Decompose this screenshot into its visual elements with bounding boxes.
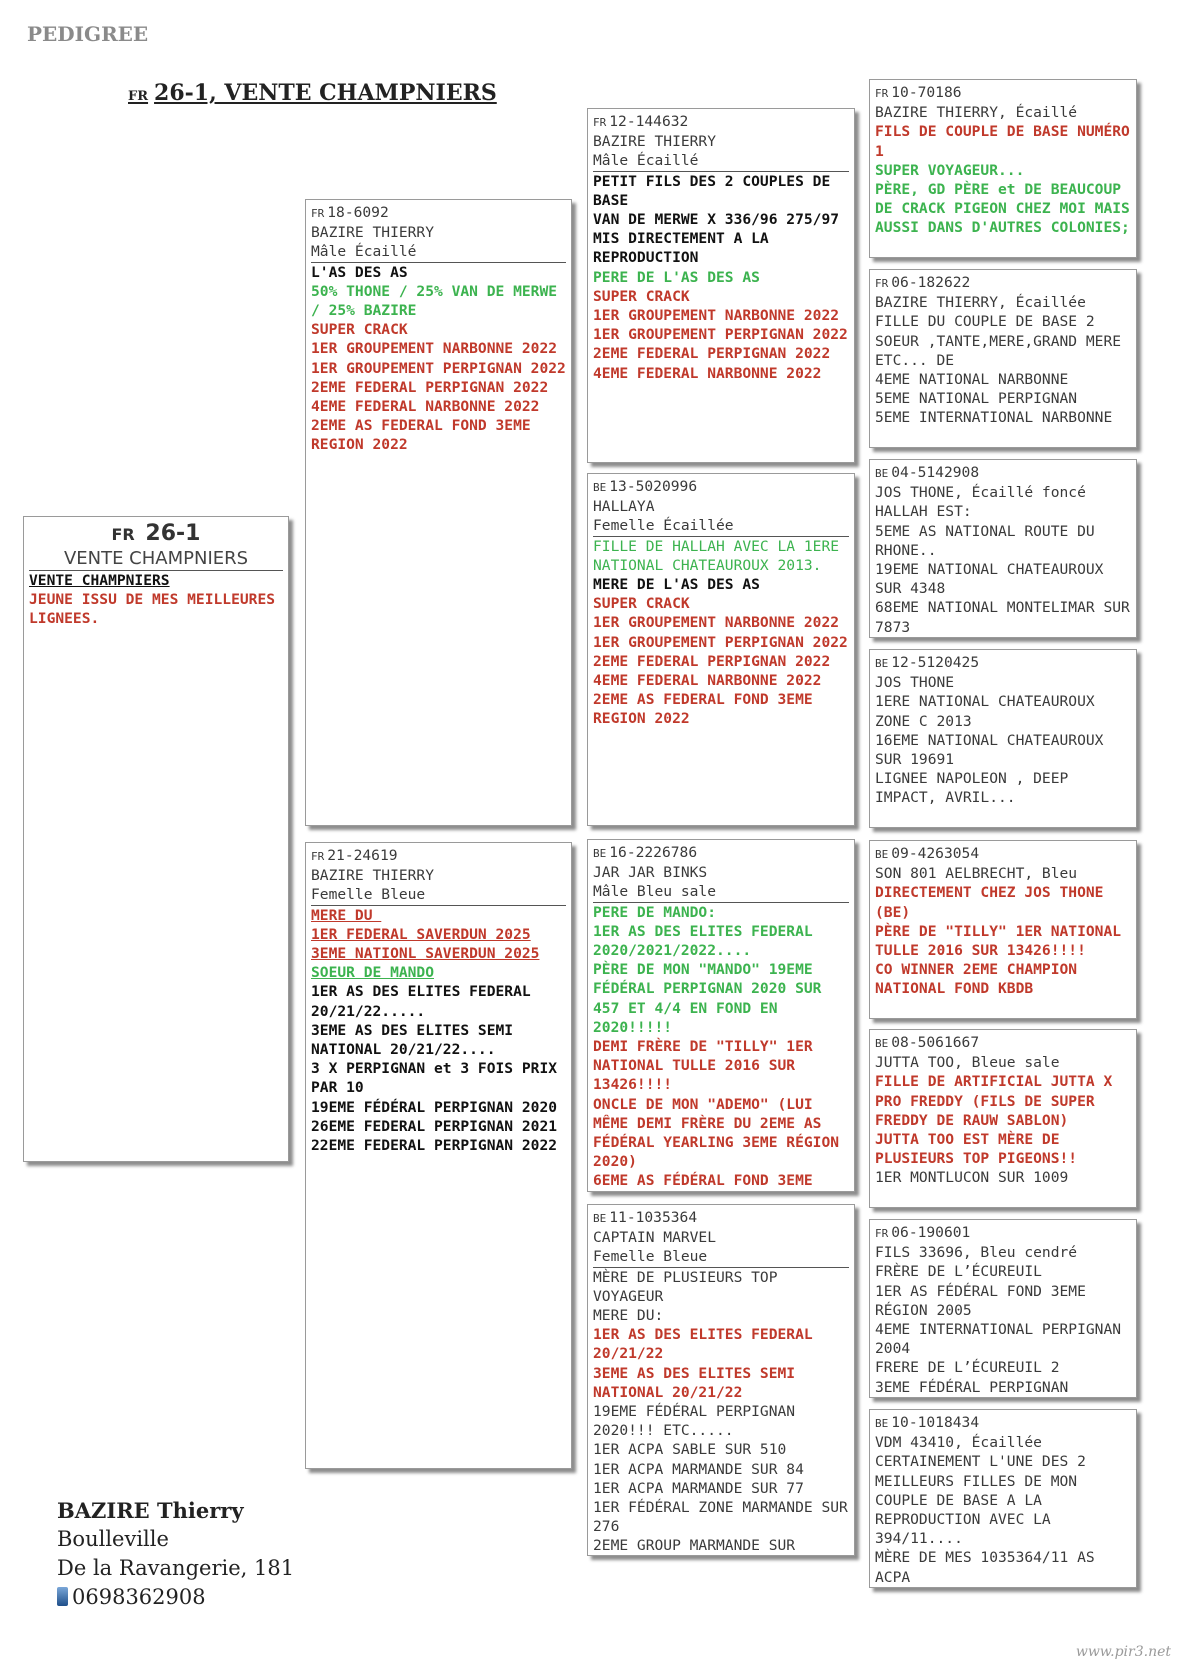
card-ggp-2	[869, 269, 1137, 448]
note-line: MERE DE L'AS DES AS	[593, 576, 760, 594]
note-line: FILLE DU COUPLE DE BASE 2 SOEUR ,TANTE,MERE,GRAND MERE ETC... DE	[875, 313, 1130, 369]
note-line: 1ER FEDERAL SAVERDUN 2025	[311, 925, 531, 943]
card-ggp-5	[869, 840, 1137, 1019]
breeder-street: De la Ravangerie, 181	[57, 1556, 295, 1580]
note-line: JEUNE ISSU DE MES MEILLEURES LIGNEES.	[29, 591, 284, 628]
owner-name: VDM 43410, Écaillée	[875, 1434, 1042, 1452]
root-name: VENTE CHAMPNIERS	[29, 548, 283, 571]
note-line: 1ER FÉDÉRAL ZONE MARMANDE SUR 276	[593, 1499, 857, 1536]
note-line: PETIT FILS DES 2 COUPLES DE BASE	[593, 172, 840, 209]
note-line: PÈRE DE MON "MANDO" 19EME FÉDÉRAL PERPIGNAN 2020 SUR 457 ET 4/4 EN FOND EN 2020!!!!!	[593, 961, 831, 1036]
note-line: MÈRE DE PLUSIEURS TOP VOYAGEUR	[593, 1268, 787, 1305]
note-line: SUPER CRACK	[593, 287, 690, 305]
country-code: BE	[875, 1037, 889, 1050]
note-line: 1ER ACPA SABLE SUR 510	[593, 1441, 787, 1459]
note-line: FRÈRE DE L’ÉCUREUIL	[875, 1263, 1042, 1281]
note-line: CERTAINEMENT L'UNE DES 2 MEILLEURS FILLES DE MON COUPLE DE BASE A LA REPRODUCTION AVEC LA 394/11....	[875, 1453, 1095, 1548]
watermark: www.pir3.net	[1075, 1644, 1171, 1660]
note-line: PÈRE DE "TILLY" 1ER NATIONAL TULLE 2016 SUR 13426!!!!	[875, 922, 1130, 960]
country-code: BE	[875, 848, 889, 861]
note-line: VENTE CHAMPNIERS	[29, 572, 170, 589]
note-line: PERE DE MANDO:	[593, 903, 717, 921]
note-line: SUPER VOYAGEUR...	[875, 161, 1025, 179]
owner-name: CAPTAIN MARVEL	[593, 1229, 717, 1247]
ring-value: 12-144632	[609, 113, 689, 130]
country-code: FR	[875, 87, 889, 100]
card-ggp-8	[869, 1409, 1137, 1588]
note-line: 26EME FEDERAL PERPIGNAN 2021	[311, 1117, 558, 1135]
note-line: 22EME FEDERAL PERPIGNAN 2022	[311, 1137, 558, 1155]
note-line: 5EME INTERNATIONAL NARBONNE	[875, 409, 1113, 427]
sex-color: Mâle Écaillé	[593, 151, 849, 171]
note-line: 68EME NATIONAL MONTELIMAR SUR 7873	[875, 599, 1139, 636]
note-line: 4EME NATIONAL NARBONNE	[875, 371, 1069, 389]
owner-name: FILS 33696, Bleu cendré	[875, 1244, 1078, 1262]
note-line: MIS DIRECTEMENT A LA REPRODUCTION	[593, 230, 778, 267]
note-line: FILS DE COUPLE DE BASE NUMÉRO 1	[875, 123, 1139, 160]
note-line: FRERE DE L’ÉCUREUIL 2	[875, 1359, 1060, 1377]
ring-number	[311, 846, 566, 866]
note-line: SUPER CRACK	[593, 595, 690, 613]
note-line: 1ER GROUPEMENT PERPIGNAN 2022	[593, 633, 848, 651]
note-line: 2EME GROUP MARMANDE SUR	[593, 1537, 796, 1555]
note-line: 2EME FEDERAL PERPIGNAN 2022	[593, 345, 831, 363]
breeder-name: BAZIRE Thierry	[57, 1498, 244, 1523]
ring-value: 18-6092	[327, 204, 389, 221]
ring-number	[875, 83, 1131, 103]
card-ggp-7	[869, 1219, 1137, 1398]
note-line: FILLE DE HALLAH AVEC LA 1ERE NATIONAL CHATEAUROUX 2013.	[593, 537, 848, 574]
note-line: FILLE DE ARTIFICIAL JUTTA X PRO FREDDY (FILS DE SUPER FREDDY DE RAUW SABLON)	[875, 1073, 1122, 1129]
root-country: FR	[111, 525, 135, 544]
note-line: 50% THONE / 25% VAN DE MERWE / 25% BAZIRE	[311, 282, 566, 320]
note-line: 2EME AS FEDERAL FOND 3EME REGION 2022	[593, 691, 822, 728]
owner-name: BAZIRE THIERRY, Écaillé	[875, 104, 1078, 122]
owner-name: SON 801 AELBRECHT, Bleu	[875, 865, 1078, 883]
title-text: 26-1, VENTE CHAMPNIERS	[154, 80, 497, 106]
ring-value: 08-5061667	[891, 1034, 980, 1051]
note-line: PERE DE L'AS DES AS	[593, 268, 760, 286]
ring-number	[875, 653, 1131, 673]
card-ggp-6	[869, 1029, 1137, 1208]
country-code: BE	[875, 657, 889, 670]
root-notes	[29, 571, 283, 629]
phone-icon	[57, 1587, 68, 1606]
note-line: 1ER GROUPEMENT NARBONNE 2022	[593, 307, 840, 325]
note-line: 2EME FEDERAL PERPIGNAN 2022	[593, 652, 831, 670]
note-line: 1ER AS DES ELITES FEDERAL 20/21/22.....	[311, 983, 540, 1020]
note-line: 2EME FEDERAL PERPIGNAN 2022	[311, 378, 549, 396]
note-line: 5EME AS NATIONAL ROUTE DU RHONE..	[875, 522, 1104, 559]
ring-number	[593, 1208, 849, 1228]
ring-value: 12-5120425	[891, 654, 980, 671]
card-sire	[305, 199, 572, 826]
country-code: BE	[593, 481, 607, 494]
note-line: 1ER GROUPEMENT NARBONNE 2022	[311, 340, 558, 358]
note-line: PÈRE, GD PÈRE et DE BEAUCOUP DE CRACK PIGEON CHEZ MOI MAIS AUSSI DANS D'AUTRES COLONIES;	[875, 181, 1139, 237]
country-code: BE	[875, 1417, 889, 1430]
ring-value: 16-2226786	[609, 844, 698, 861]
country-code: FR	[875, 1227, 889, 1240]
owner-name: BAZIRE THIERRY, Écaillée	[875, 294, 1086, 312]
owner-name: HALLAYA	[593, 498, 655, 516]
ring-number	[875, 844, 1131, 864]
ring-number	[593, 843, 849, 863]
note-line: 1ER AS DES ELITES FEDERAL 20/21/22	[593, 1326, 822, 1363]
note-line: HALLAH EST:	[875, 503, 972, 521]
card-dam-dam	[587, 1204, 855, 1556]
breeder-contact	[57, 1496, 294, 1612]
note-line: 1ER AS FÉDÉRAL FOND 3EME RÉGION 2005	[875, 1282, 1095, 1319]
note-line: 1ER GROUPEMENT NARBONNE 2022	[593, 614, 840, 632]
note-line: 4EME FEDERAL NARBONNE 2022	[593, 364, 822, 382]
owner-name: BAZIRE THIERRY	[311, 867, 435, 885]
country-code: BE	[593, 847, 607, 860]
page-header: PEDIGREE	[27, 22, 149, 46]
note-line: 16EME NATIONAL CHATEAUROUX SUR 19691	[875, 731, 1113, 769]
ring-number	[593, 477, 849, 497]
card-sire-dam	[587, 473, 855, 826]
card-ggp-4	[869, 649, 1137, 828]
note-line: SOEUR DE MANDO	[311, 964, 435, 982]
note-line: 1ERE NATIONAL CHATEAUROUX ZONE C 2013	[875, 693, 1104, 730]
note-line: 6EME AS FÉDÉRAL FOND 3EME	[593, 1172, 813, 1190]
sex-color: Femelle Écaillée	[593, 516, 849, 536]
card-root	[23, 516, 289, 1162]
note-line: JUTTA TOO EST MÈRE DE PLUSIEURS TOP PIGEONS!!	[875, 1131, 1078, 1168]
ring-value: 21-24619	[327, 847, 398, 864]
card-ggp-3	[869, 459, 1137, 638]
note-line: 3EME AS DES ELITES SEMI NATIONAL 20/21/22....	[311, 1021, 522, 1059]
note-line: 2EME AS FEDERAL FOND 3EME REGION 2022	[311, 417, 540, 454]
note-line: 1ER ACPA MARMANDE SUR 77	[593, 1479, 804, 1497]
ring-value: 10-1018434	[891, 1414, 980, 1431]
note-line: MÈRE DE MES 1035364/11 AS ACPA	[875, 1549, 1104, 1586]
sex-color: Femelle Bleue	[593, 1247, 849, 1267]
note-line: ONCLE DE MON "ADEMO" (LUI MÊME DEMI FRÈRE DU 2EME AS FÉDÉRAL YEARLING 3EME RÉGION 2020)	[593, 1095, 848, 1171]
owner-name: JOS THONE, Écaillé foncé	[875, 484, 1086, 502]
sex-color: Mâle Bleu sale	[593, 882, 849, 902]
sex-color: Femelle Bleue	[311, 885, 566, 905]
ring-value: 13-5020996	[609, 478, 698, 495]
note-line: 4EME FEDERAL NARBONNE 2022	[593, 672, 822, 690]
card-sire-sire	[587, 108, 855, 463]
country-code: FR	[311, 207, 325, 220]
owner-name: JAR JAR BINKS	[593, 864, 708, 882]
note-line: 3EME AS DES ELITES SEMI NATIONAL 20/21/22	[593, 1364, 804, 1401]
note-line: 3EME NATIONL SAVERDUN 2025	[311, 945, 540, 963]
owner-name: BAZIRE THIERRY	[593, 133, 717, 151]
note-line: 3EME FÉDÉRAL PERPIGNAN	[875, 1378, 1069, 1396]
country-code: FR	[311, 850, 325, 863]
sex-color: Mâle Écaillé	[311, 242, 566, 262]
note-line: 1ER AS DES ELITES FEDERAL 2020/2021/2022....	[593, 922, 822, 960]
note-line: VAN DE MERWE X 336/96 275/97	[593, 211, 840, 229]
root-ring	[29, 521, 283, 548]
note-line: CO WINNER 2EME CHAMPION NATIONAL FOND KBDB	[875, 961, 1086, 998]
note-line: 5EME NATIONAL PERPIGNAN	[875, 390, 1078, 408]
ring-number	[875, 273, 1131, 293]
note-line: MERE DU:	[593, 1307, 664, 1325]
note-line: L'AS DES AS	[311, 263, 408, 281]
note-line: 19EME FÉDÉRAL PERPIGNAN 2020	[311, 1098, 558, 1116]
note-line: 19EME NATIONAL CHATEAUROUX SUR 4348	[875, 561, 1113, 598]
country-code: BE	[593, 1212, 607, 1225]
ring-number	[593, 112, 849, 132]
note-line: 1ER GROUPEMENT PERPIGNAN 2022	[593, 326, 848, 344]
ring-number	[875, 1223, 1131, 1243]
title-country: FR	[128, 89, 149, 104]
owner-name: BAZIRE THIERRY	[311, 224, 435, 242]
owner-name: JOS THONE	[875, 674, 955, 692]
root-ring-number: 26-1	[145, 521, 201, 546]
ring-value: 06-182622	[891, 274, 971, 291]
note-line: SUPER CRACK	[311, 321, 408, 339]
ring-value: 04-5142908	[891, 464, 980, 481]
ring-number	[875, 463, 1131, 483]
owner-name: JUTTA TOO, Bleue sale	[875, 1054, 1060, 1072]
phone-number: 0698362908	[72, 1585, 206, 1609]
note-line: MERE DU	[311, 906, 382, 924]
note-line: 1ER ACPA MARMANDE SUR 84	[593, 1460, 804, 1478]
note-line: 4EME INTERNATIONAL PERPIGNAN 2004	[875, 1321, 1130, 1358]
note-line: DEMI FRÈRE DE "TILLY" 1ER NATIONAL TULLE 2016 SUR 13426!!!!	[593, 1038, 822, 1094]
note-line: DIRECTEMENT CHEZ JOS THONE (BE)	[875, 884, 1113, 921]
card-dam	[305, 842, 572, 1469]
note-line: 1ER GROUPEMENT PERPIGNAN 2022	[311, 359, 566, 377]
note-line: 4EME FEDERAL NARBONNE 2022	[311, 398, 540, 416]
country-code: FR	[593, 116, 607, 129]
card-ggp-1	[869, 79, 1137, 258]
ring-value: 10-70186	[891, 84, 962, 101]
ring-value: 09-4263054	[891, 845, 980, 862]
note-line: 19EME FÉDÉRAL PERPIGNAN 2020!!! ETC.....	[593, 1403, 804, 1440]
breeder-phone	[57, 1583, 294, 1612]
note-line: 3 X PERPIGNAN et 3 FOIS PRIX PAR 10	[311, 1060, 566, 1097]
ring-number	[875, 1413, 1131, 1433]
card-dam-sire	[587, 839, 855, 1192]
breeder-city: Boulleville	[57, 1527, 169, 1551]
ring-number	[311, 203, 566, 223]
country-code: BE	[875, 467, 889, 480]
ring-value: 06-190601	[891, 1224, 971, 1241]
note-line: 1ER MONTLUCON SUR 1009	[875, 1169, 1069, 1187]
ring-number	[875, 1033, 1131, 1053]
pedigree-title	[128, 80, 497, 106]
ring-value: 11-1035364	[609, 1209, 698, 1226]
country-code: FR	[875, 277, 889, 290]
note-line: LIGNEE NAPOLEON , DEEP IMPACT, AVRIL...	[875, 770, 1078, 807]
